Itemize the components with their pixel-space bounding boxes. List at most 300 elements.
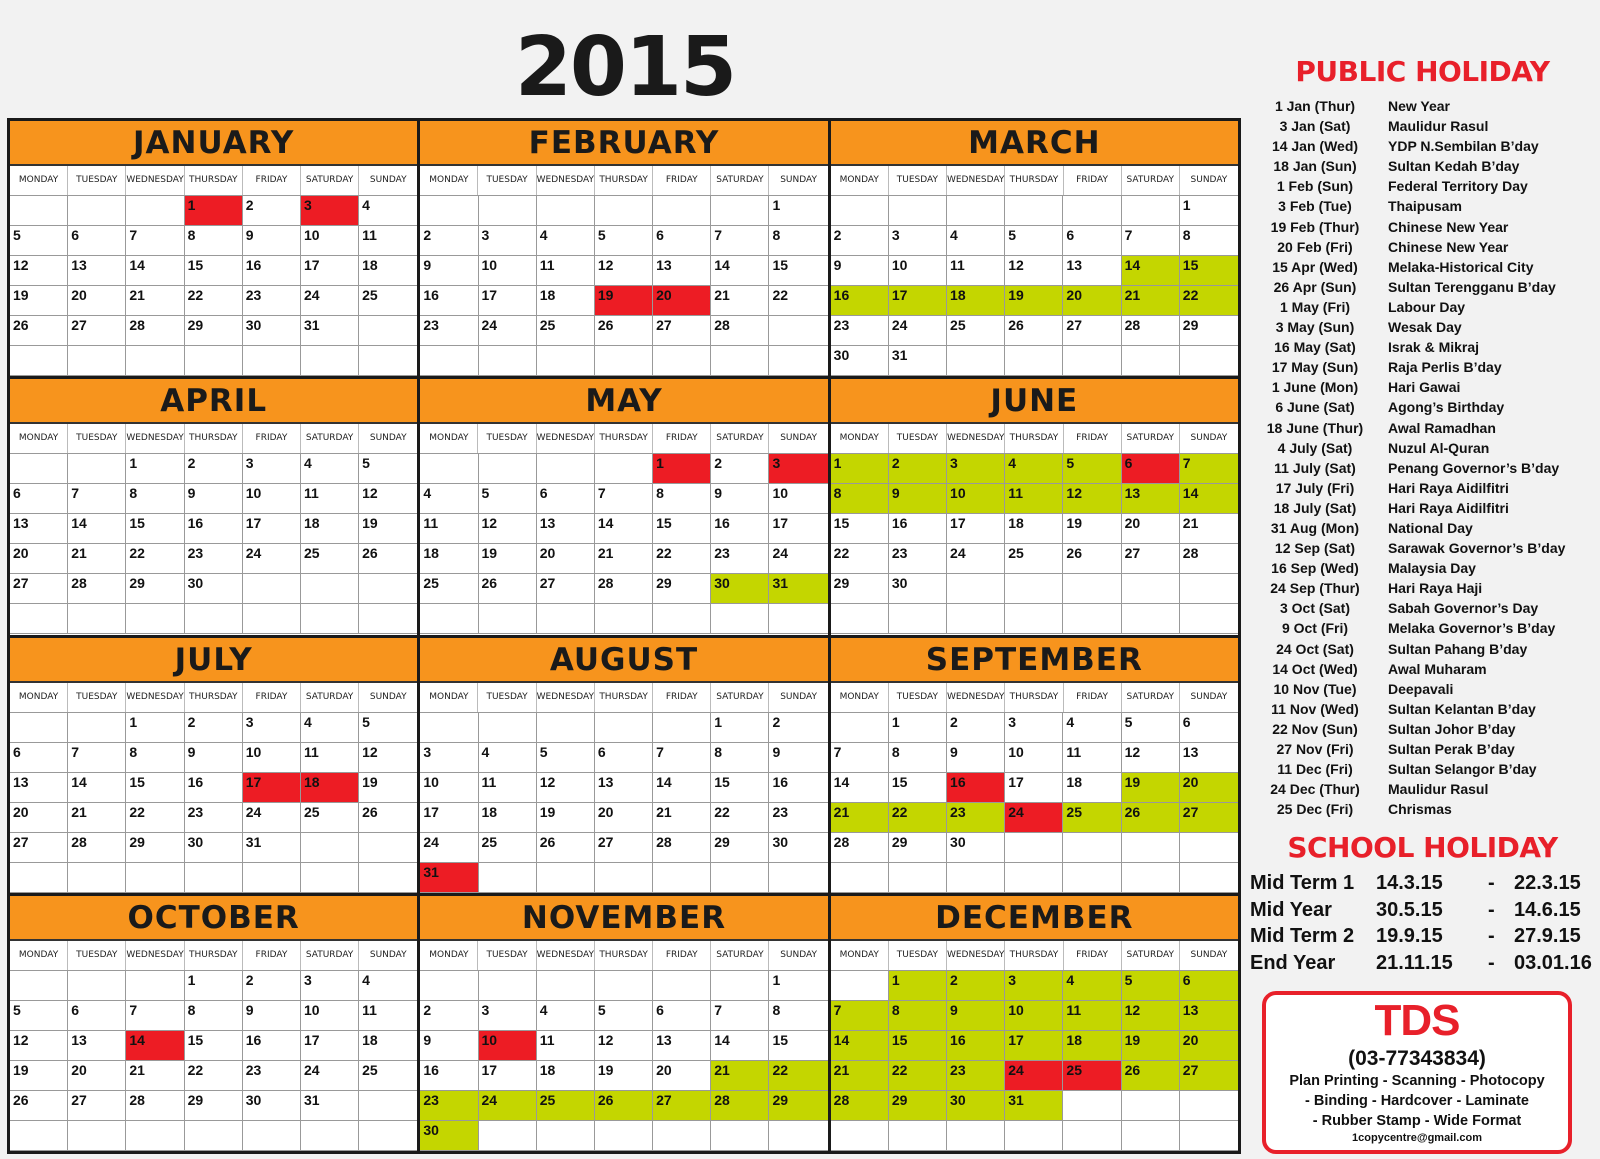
holiday-name: Maulidur Rasul <box>1388 118 1489 135</box>
day-cell: 17 <box>301 256 359 286</box>
day-cell: 8 <box>185 1001 243 1031</box>
day-cell: 21 <box>126 1061 184 1091</box>
day-cell: 22 <box>889 1061 947 1091</box>
day-cell: 2 <box>947 713 1005 743</box>
day-cell: 1 <box>831 454 889 484</box>
day-cell: 13 <box>1180 743 1238 773</box>
empty-cell <box>711 971 769 1001</box>
public-holiday-row <box>1250 158 1595 178</box>
month-june <box>831 379 1238 634</box>
date-separator: - <box>1488 872 1495 895</box>
month-title: AUGUST <box>420 638 827 683</box>
day-cell: 3 <box>243 454 301 484</box>
day-cell: 3 <box>1005 713 1063 743</box>
public-holiday-row <box>1250 339 1595 359</box>
holiday-name: YDP N.Sembilan B’day <box>1388 138 1539 155</box>
empty-cell <box>301 863 359 893</box>
public-holiday-row <box>1250 219 1595 239</box>
day-cell: 8 <box>889 743 947 773</box>
day-cell: 27 <box>653 1091 711 1121</box>
day-cell: 18 <box>359 256 417 286</box>
day-cell: 17 <box>479 286 537 316</box>
empty-cell <box>1122 196 1180 226</box>
empty-cell <box>359 833 417 863</box>
empty-cell <box>1063 574 1121 604</box>
month-december <box>831 896 1238 1151</box>
empty-cell <box>947 604 1005 634</box>
day-grid <box>420 971 827 1151</box>
day-cell: 25 <box>420 574 478 604</box>
holiday-date: 14 Jan (Wed) <box>1271 138 1359 155</box>
weekday-label: TUESDAY <box>478 683 536 712</box>
weekday-label: MONDAY <box>10 166 68 195</box>
weekday-header-row <box>420 941 827 971</box>
day-cell: 4 <box>1063 713 1121 743</box>
public-holiday-row <box>1250 420 1595 440</box>
day-cell: 22 <box>126 803 184 833</box>
day-cell: 29 <box>889 1091 947 1121</box>
holiday-panel <box>1250 55 1595 978</box>
holiday-date: 1 Jan (Thur) <box>1274 98 1356 114</box>
day-cell: 30 <box>185 833 243 863</box>
holiday-name: Sultan Kelantan B’day <box>1388 700 1536 717</box>
day-cell: 3 <box>301 196 359 226</box>
day-cell: 29 <box>185 1091 243 1121</box>
empty-cell <box>1005 863 1063 893</box>
empty-cell <box>711 1121 769 1151</box>
month-april <box>10 379 417 634</box>
empty-cell <box>653 1121 711 1151</box>
day-cell: 15 <box>889 773 947 803</box>
day-cell: 27 <box>653 316 711 346</box>
month-october <box>10 896 417 1151</box>
day-cell: 12 <box>1122 743 1180 773</box>
empty-cell <box>126 863 184 893</box>
day-cell: 6 <box>653 226 711 256</box>
day-cell: 20 <box>537 544 595 574</box>
holiday-name: Sultan Perak B’day <box>1388 741 1515 757</box>
day-cell: 24 <box>420 833 478 863</box>
day-grid <box>10 196 417 376</box>
empty-cell <box>831 1121 889 1151</box>
day-cell: 10 <box>1005 1001 1063 1031</box>
day-cell: 1 <box>889 971 947 1001</box>
day-cell: 15 <box>1180 256 1238 286</box>
day-cell: 14 <box>68 773 126 803</box>
day-cell: 29 <box>126 574 184 604</box>
day-cell: 17 <box>889 286 947 316</box>
weekday-label: MONDAY <box>420 941 478 970</box>
day-cell: 19 <box>10 1061 68 1091</box>
empty-cell <box>1063 196 1121 226</box>
day-cell: 27 <box>68 316 126 346</box>
public-holiday-row <box>1250 460 1595 480</box>
holiday-name: Malaysia Day <box>1388 560 1476 577</box>
holiday-name: Sultan Kedah B’day <box>1388 158 1520 175</box>
empty-cell <box>711 346 769 376</box>
day-cell: 26 <box>359 544 417 574</box>
day-cell: 28 <box>653 833 711 863</box>
day-cell: 22 <box>1180 286 1238 316</box>
day-cell: 24 <box>947 544 1005 574</box>
day-cell: 7 <box>126 226 184 256</box>
day-cell: 9 <box>889 484 947 514</box>
holiday-date: 18 June (Thur) <box>1266 419 1364 436</box>
empty-cell <box>68 196 126 226</box>
day-cell: 15 <box>769 256 827 286</box>
day-cell: 17 <box>420 803 478 833</box>
empty-cell <box>68 971 126 1001</box>
day-cell: 16 <box>947 1031 1005 1061</box>
day-cell: 21 <box>711 1061 769 1091</box>
day-cell: 31 <box>420 863 478 893</box>
empty-cell <box>831 971 889 1001</box>
empty-cell <box>1063 346 1121 376</box>
public-holiday-row <box>1250 480 1595 500</box>
day-cell: 13 <box>68 256 126 286</box>
day-cell: 8 <box>831 484 889 514</box>
empty-cell <box>537 196 595 226</box>
school-holiday-row <box>1250 925 1595 952</box>
day-cell: 8 <box>1180 226 1238 256</box>
day-cell: 12 <box>1005 256 1063 286</box>
holiday-date: 1 June (Mon) <box>1271 379 1359 396</box>
empty-cell <box>595 346 653 376</box>
day-cell: 20 <box>10 803 68 833</box>
holiday-name: Hari Raya Aidilfitri <box>1388 479 1509 496</box>
day-cell: 25 <box>359 286 417 316</box>
day-cell: 31 <box>889 346 947 376</box>
day-cell: 20 <box>1180 1031 1238 1061</box>
empty-cell <box>243 863 301 893</box>
day-cell: 14 <box>1180 484 1238 514</box>
day-grid <box>10 454 417 634</box>
empty-cell <box>10 1121 68 1151</box>
day-cell: 10 <box>479 256 537 286</box>
weekday-label: THURSDAY <box>1005 683 1063 712</box>
day-cell: 18 <box>537 286 595 316</box>
holiday-date: 1 May (Fri) <box>1279 298 1350 315</box>
empty-cell <box>68 1121 126 1151</box>
school-term-start: 30.5.15 <box>1376 898 1443 921</box>
holiday-name: Sultan Selangor B’day <box>1388 761 1537 778</box>
empty-cell <box>1180 1091 1238 1121</box>
empty-cell <box>185 346 243 376</box>
weekday-label: WEDNESDAY <box>947 683 1005 712</box>
day-grid <box>831 971 1238 1151</box>
empty-cell <box>420 346 478 376</box>
day-cell: 4 <box>359 196 417 226</box>
day-cell: 24 <box>769 544 827 574</box>
public-holiday-row <box>1250 239 1595 259</box>
day-cell: 20 <box>653 1061 711 1091</box>
public-holiday-row <box>1250 178 1595 198</box>
day-cell: 12 <box>10 256 68 286</box>
empty-cell <box>479 713 537 743</box>
month-february <box>420 121 827 376</box>
day-cell: 14 <box>68 514 126 544</box>
empty-cell <box>479 454 537 484</box>
day-cell: 16 <box>769 773 827 803</box>
day-cell: 8 <box>769 226 827 256</box>
holiday-name: Sultan Johor B’day <box>1388 720 1516 737</box>
day-cell: 21 <box>595 544 653 574</box>
day-cell: 2 <box>185 713 243 743</box>
empty-cell <box>359 574 417 604</box>
weekday-label: THURSDAY <box>595 424 653 453</box>
weekday-header-row <box>10 424 417 454</box>
day-cell: 2 <box>711 454 769 484</box>
school-term-name: End Year <box>1250 951 1336 974</box>
holiday-name: Sultan Pahang B’day <box>1388 640 1528 657</box>
day-cell: 31 <box>301 1091 359 1121</box>
day-cell: 30 <box>947 833 1005 863</box>
month-may <box>420 379 827 634</box>
empty-cell <box>537 1121 595 1151</box>
day-cell: 31 <box>1005 1091 1063 1121</box>
empty-cell <box>359 316 417 346</box>
month-january <box>10 121 417 376</box>
weekday-label: SUNDAY <box>369 175 407 185</box>
public-holiday-row <box>1250 580 1595 600</box>
day-cell: 5 <box>1005 226 1063 256</box>
year-title: 2015 <box>514 20 736 115</box>
holiday-name: Maulidur Rasul <box>1388 781 1489 798</box>
day-cell: 24 <box>479 316 537 346</box>
day-cell: 19 <box>537 803 595 833</box>
public-holiday-row <box>1250 138 1595 158</box>
holiday-date: 22 Nov (Sun) <box>1272 720 1358 737</box>
day-cell: 16 <box>185 514 243 544</box>
day-cell: 10 <box>889 256 947 286</box>
day-cell: 28 <box>126 316 184 346</box>
weekday-label: SATURDAY <box>711 424 769 453</box>
day-grid <box>10 713 417 893</box>
public-holiday-row <box>1250 379 1595 399</box>
day-cell: 1 <box>653 454 711 484</box>
month-title: MAY <box>420 379 827 424</box>
holiday-name: Penang Governor’s B’day <box>1388 459 1560 476</box>
weekday-label: SATURDAY <box>301 941 359 970</box>
day-cell: 11 <box>1063 1001 1121 1031</box>
day-cell: 2 <box>889 454 947 484</box>
day-cell: 19 <box>359 514 417 544</box>
day-cell: 7 <box>831 1001 889 1031</box>
day-cell: 15 <box>831 514 889 544</box>
school-term-end: 14.6.15 <box>1514 898 1581 921</box>
weekday-header-row <box>831 941 1238 971</box>
day-cell: 4 <box>301 454 359 484</box>
weekday-label: MONDAY <box>831 166 889 195</box>
weekday-label: SATURDAY <box>1122 941 1180 970</box>
holiday-date: 24 Dec (Thur) <box>1270 781 1360 798</box>
day-cell: 5 <box>1122 713 1180 743</box>
day-cell: 9 <box>185 484 243 514</box>
day-cell: 4 <box>947 226 1005 256</box>
empty-cell <box>10 713 68 743</box>
day-cell: 23 <box>769 803 827 833</box>
day-cell: 11 <box>1005 484 1063 514</box>
day-cell: 10 <box>243 484 301 514</box>
day-cell: 18 <box>1005 514 1063 544</box>
holiday-name: Chinese New Year <box>1388 218 1509 235</box>
empty-cell <box>359 1091 417 1121</box>
empty-cell <box>653 863 711 893</box>
day-cell: 8 <box>769 1001 827 1031</box>
day-cell: 5 <box>359 713 417 743</box>
day-cell: 17 <box>947 514 1005 544</box>
weekday-label: TUESDAY <box>68 941 126 970</box>
day-cell: 4 <box>537 226 595 256</box>
day-cell: 12 <box>359 743 417 773</box>
empty-cell <box>537 713 595 743</box>
day-cell: 18 <box>359 1031 417 1061</box>
day-cell: 9 <box>243 226 301 256</box>
empty-cell <box>185 863 243 893</box>
empty-cell <box>595 196 653 226</box>
day-cell: 27 <box>1063 316 1121 346</box>
school-term-start: 19.9.15 <box>1376 925 1443 948</box>
day-cell: 7 <box>68 484 126 514</box>
day-cell: 6 <box>1063 226 1121 256</box>
day-cell: 11 <box>359 1001 417 1031</box>
day-cell: 22 <box>769 1061 827 1091</box>
day-cell: 29 <box>711 833 769 863</box>
holiday-date: 4 July (Sat) <box>1277 439 1353 456</box>
day-cell: 13 <box>1180 1001 1238 1031</box>
day-cell: 23 <box>889 544 947 574</box>
empty-cell <box>479 346 537 376</box>
empty-cell <box>653 196 711 226</box>
day-cell: 10 <box>420 773 478 803</box>
empty-cell <box>1063 833 1121 863</box>
day-cell: 2 <box>769 713 827 743</box>
empty-cell <box>889 196 947 226</box>
day-cell: 12 <box>1122 1001 1180 1031</box>
empty-cell <box>1005 346 1063 376</box>
weekday-label: SATURDAY <box>1122 166 1180 195</box>
weekday-label: MONDAY <box>420 683 478 712</box>
empty-cell <box>1122 1091 1180 1121</box>
day-cell: 18 <box>420 544 478 574</box>
day-cell: 26 <box>10 316 68 346</box>
empty-cell <box>126 346 184 376</box>
day-cell: 16 <box>185 773 243 803</box>
empty-cell <box>1005 833 1063 863</box>
day-cell: 31 <box>243 833 301 863</box>
day-cell: 2 <box>243 196 301 226</box>
day-cell: 21 <box>68 544 126 574</box>
day-cell: 20 <box>10 544 68 574</box>
empty-cell <box>831 604 889 634</box>
public-holiday-row <box>1250 440 1595 460</box>
day-cell: 25 <box>301 544 359 574</box>
day-cell: 14 <box>1122 256 1180 286</box>
holiday-date: 26 Apr (Sun) <box>1273 278 1357 295</box>
day-cell: 20 <box>1122 514 1180 544</box>
school-holiday-row <box>1250 952 1595 979</box>
empty-cell <box>479 863 537 893</box>
empty-cell <box>10 604 68 634</box>
weekday-label: MONDAY <box>420 424 478 453</box>
day-cell: 30 <box>243 316 301 346</box>
public-holiday-row <box>1250 359 1595 379</box>
month-title: JANUARY <box>10 121 417 166</box>
month-title: JULY <box>10 638 417 683</box>
empty-cell <box>831 863 889 893</box>
holiday-name: Sabah Governor’s Day <box>1388 600 1539 617</box>
day-cell: 23 <box>185 803 243 833</box>
weekday-header-row <box>10 166 417 196</box>
day-cell: 10 <box>947 484 1005 514</box>
day-cell: 5 <box>1063 454 1121 484</box>
day-cell: 4 <box>301 713 359 743</box>
day-cell: 25 <box>1063 803 1121 833</box>
weekday-label: MONDAY <box>831 941 889 970</box>
empty-cell <box>243 574 301 604</box>
weekday-label: THURSDAY <box>1005 941 1063 970</box>
holiday-name: New Year <box>1388 98 1451 114</box>
month-august <box>420 638 827 893</box>
day-cell: 1 <box>711 713 769 743</box>
holiday-date: 16 Sep (Wed) <box>1271 560 1359 577</box>
day-cell: 10 <box>301 1001 359 1031</box>
day-cell: 17 <box>301 1031 359 1061</box>
day-cell: 21 <box>831 803 889 833</box>
day-cell: 25 <box>537 1091 595 1121</box>
day-cell: 9 <box>420 256 478 286</box>
weekday-label: THURSDAY <box>1005 424 1063 453</box>
holiday-name: Wesak Day <box>1388 319 1462 336</box>
holiday-name: Thaipusam <box>1388 198 1462 215</box>
empty-cell <box>479 971 537 1001</box>
day-cell: 7 <box>653 743 711 773</box>
month-november <box>420 896 827 1151</box>
holiday-date: 15 Apr (Wed) <box>1272 258 1358 275</box>
empty-cell <box>479 604 537 634</box>
school-term-name: Mid Term 1 <box>1250 872 1355 895</box>
weekday-label: WEDNESDAY <box>947 941 1005 970</box>
weekday-label: THURSDAY <box>185 941 243 970</box>
holiday-date: 18 Jan (Sun) <box>1273 158 1357 175</box>
day-cell: 25 <box>537 316 595 346</box>
weekday-header-row <box>10 683 417 713</box>
empty-cell <box>889 604 947 634</box>
month-title: FEBRUARY <box>420 121 827 166</box>
day-cell: 24 <box>479 1091 537 1121</box>
empty-cell <box>831 196 889 226</box>
empty-cell <box>301 833 359 863</box>
day-cell: 16 <box>420 286 478 316</box>
day-cell: 7 <box>68 743 126 773</box>
holiday-date: 16 May (Sat) <box>1274 339 1356 356</box>
day-cell: 3 <box>1005 971 1063 1001</box>
weekday-label: WEDNESDAY <box>126 424 184 453</box>
day-cell: 22 <box>831 544 889 574</box>
day-cell: 29 <box>831 574 889 604</box>
empty-cell <box>243 1121 301 1151</box>
day-cell: 11 <box>420 514 478 544</box>
weekday-label: TUESDAY <box>478 166 536 195</box>
day-cell: 1 <box>889 713 947 743</box>
school-term-start: 21.11.15 <box>1376 951 1453 974</box>
public-holiday-row <box>1250 319 1595 339</box>
day-cell: 19 <box>595 1061 653 1091</box>
tds-advert <box>1262 991 1572 1154</box>
holiday-date: 1 Feb (Sun) <box>1276 178 1354 195</box>
public-holiday-list <box>1250 98 1595 821</box>
weekday-label: TUESDAY <box>68 166 126 195</box>
